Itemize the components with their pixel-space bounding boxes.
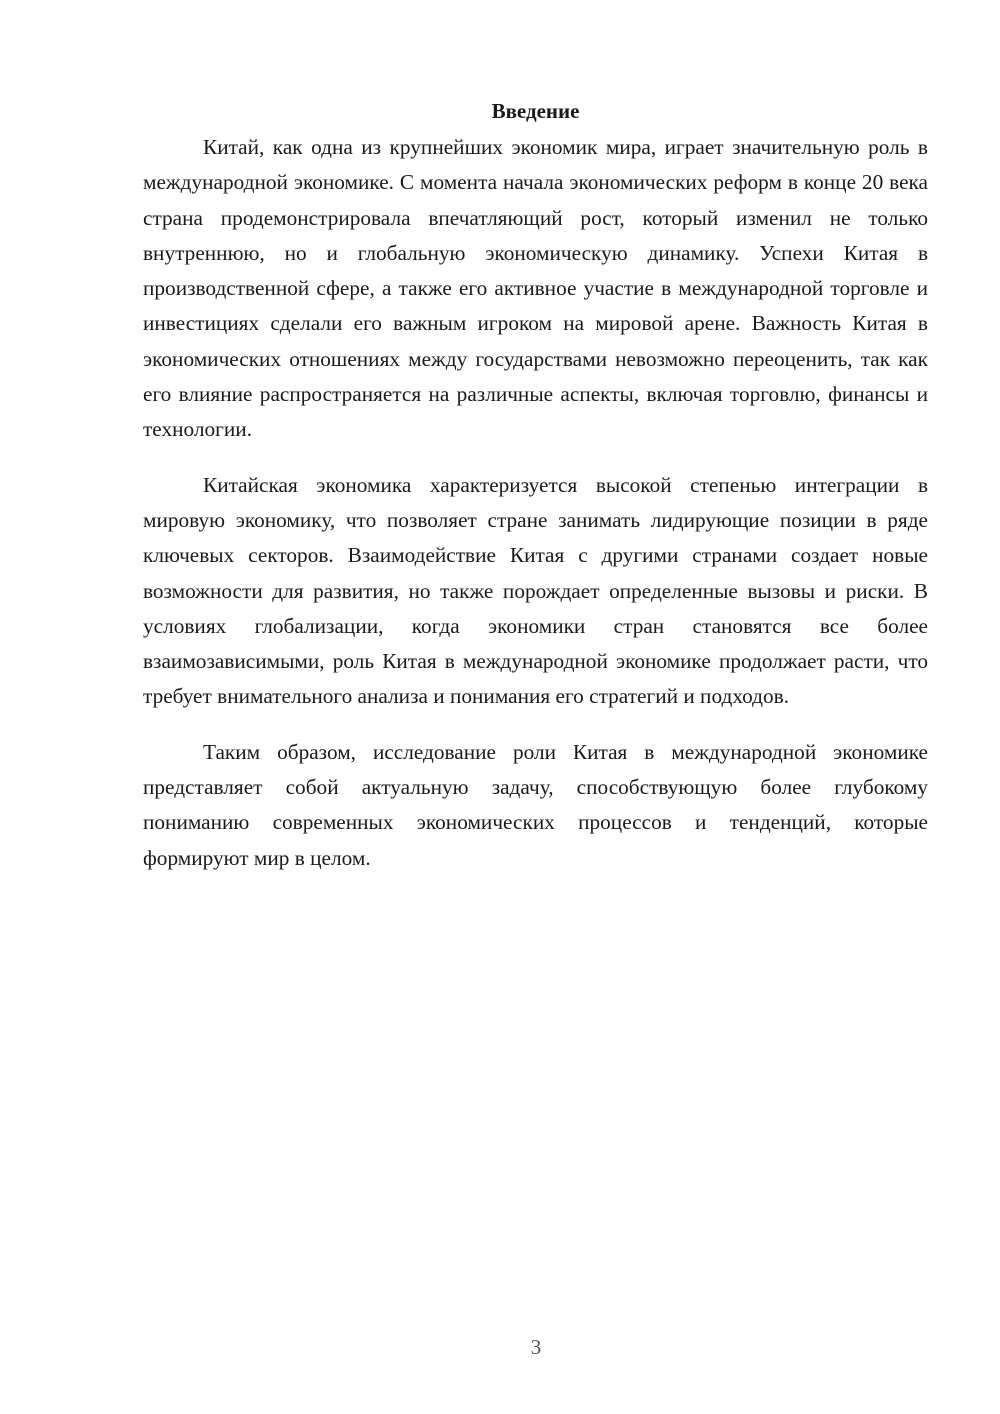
paragraph-1: Китай, как одна из крупнейших экономик мира, играет значительную роль в международной экономике. С момента начала экономических реформ в конце 20 века страна продемонстрировала впечатляющий рост, который изменил не только внутреннюю, но и глобальную экономическую динамику. Успехи Китая в производственной сфере, а также его активное участие в международной торговле и инвестициях сделали его важным игроком на мировой арене. Важность Китая в экономических отношениях между государствами невозможно переоценить, так как его влияние распространяется на различные аспекты, включая торговлю, финансы и технологии. — [143, 135, 928, 442]
page-number: 3 — [530, 1335, 542, 1359]
section-heading: Введение — [491, 99, 580, 123]
paragraph-2: Китайская экономика характеризуется высокой степенью интеграции в мировую экономику, что позволяет стране занимать лидирующие позиции в ряде ключевых секторов. Взаимодействие Китая с другими странами создает новые возможности для развития, но также порождает определенные вызовы и риски. В условиях глобализации, когда экономики стран становятся все более взаимозависимыми, роль Китая в международной экономике продолжает расти, что требует внимательного анализа и понимания его стратегий и подходов. — [143, 472, 928, 709]
page-content — [143, 96, 928, 896]
paragraph-3: Таким образом, исследование роли Китая в международной экономике представляет собой актуальную задачу, способствующую более глубокому пониманию современных экономических процессов и тенденций, которые формируют мир в целом. — [143, 739, 928, 870]
